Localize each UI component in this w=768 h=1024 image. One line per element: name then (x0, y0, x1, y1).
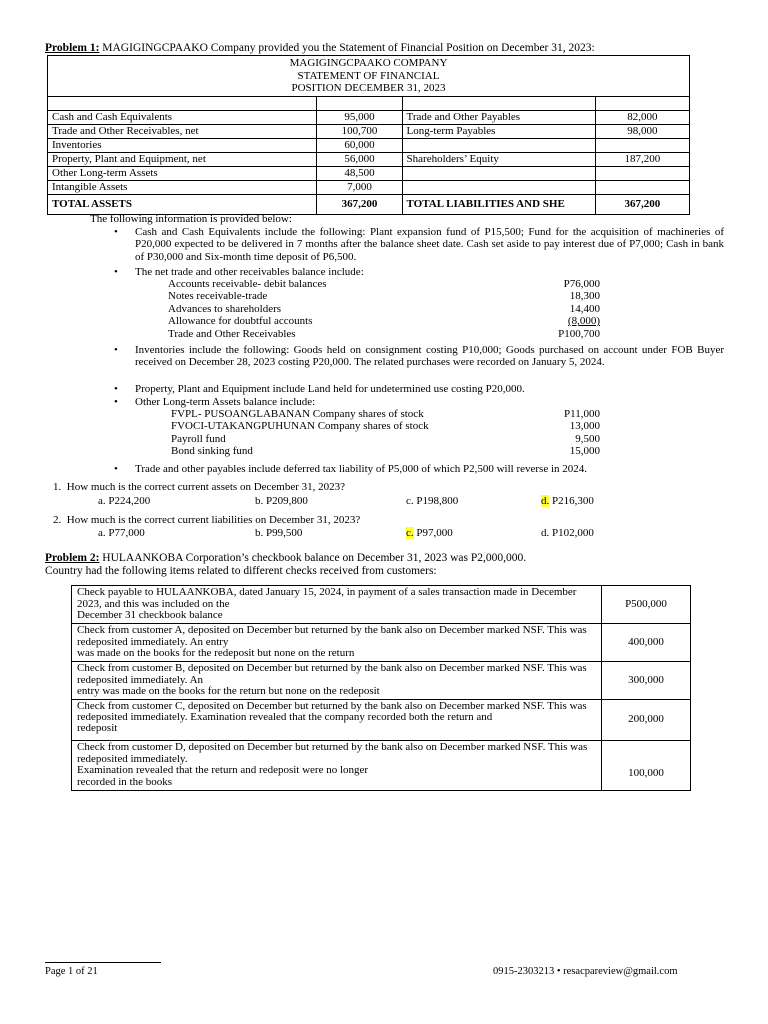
table-row (48, 124, 690, 138)
liability-label (402, 180, 595, 194)
choice-a: a. P224,200 (98, 495, 151, 507)
problem2-intro-2: Country had the following items related to different checks received from customers: (45, 564, 437, 577)
list-item (168, 290, 600, 302)
choice-b: b. P209,800 (255, 495, 308, 507)
asset-amount: 60,000 (317, 138, 402, 152)
liability-amount (595, 180, 689, 194)
bullet-ppe: • Property, Plant and Equipment include Land held for undetermined use costing P20,000. (110, 383, 724, 395)
statement-title-line: POSITION DECEMBER 31, 2023 (291, 82, 446, 95)
list-item (171, 420, 600, 432)
bullet-payables: • Trade and other payables include deferred tax liability of P5,000 of which P2,500 will reverse in 2024. (110, 463, 724, 475)
list-item (168, 303, 600, 315)
statement-title-line: STATEMENT OF FINANCIAL (297, 69, 440, 82)
question-number: 2 (53, 514, 59, 526)
check-amount: P500,000 (602, 586, 691, 624)
liability-amount (595, 138, 689, 152)
problem1-heading (45, 42, 690, 55)
item-amount: 13,000 (569, 420, 600, 433)
description-line: Examination revealed that the return and redeposit were no longer (77, 764, 369, 777)
item-label: Notes receivable-trade (168, 290, 268, 303)
statement-title-line: MAGIGINGCPAAKO COMPANY (289, 57, 448, 69)
check-amount: 200,000 (602, 699, 691, 740)
bullet-list (110, 383, 724, 395)
question-text: How much is the correct current liabilities on December 31, 2023? (66, 514, 361, 526)
choice-value: P97,000 (413, 527, 453, 539)
contact-info: 0915-2303213 • resacpareview@gmail.com (493, 966, 678, 977)
item-label: FVPL- PUSOANGLABANAN Company shares of stock (171, 408, 424, 420)
item-label: Trade and Other Receivables (168, 327, 296, 340)
table-row (48, 180, 690, 194)
choice-b: b. P99,500 (255, 527, 303, 539)
description-line: Check payable to HULAANKOBA, dated January 15, 2024, in payment of a sales transaction made in December 2023, and this was included on the (77, 586, 577, 610)
list-item (168, 328, 600, 340)
asset-label: Trade and Other Receivables, net (48, 124, 317, 138)
total-row (48, 194, 690, 214)
item-label: FVOCI-UTAKANGPUHUNAN Company shares of stock (171, 420, 429, 433)
table-row (72, 740, 691, 790)
check-description (72, 740, 602, 790)
choice-c: c. P198,800 (406, 495, 459, 507)
description-line: redeposit (77, 721, 118, 734)
list-item (171, 433, 600, 445)
item-amount: 14,400 (569, 302, 600, 315)
table-row (48, 138, 690, 152)
list-item (168, 278, 600, 290)
list-item (171, 408, 600, 420)
check-description (72, 623, 602, 661)
bullet-list (110, 266, 724, 278)
asset-label: Cash and Cash Equivalents (48, 110, 317, 124)
item-amount: P76,000 (563, 278, 600, 290)
table-row (48, 166, 690, 180)
asset-label: Intangible Assets (48, 180, 317, 194)
item-label: Advances to shareholders (168, 302, 282, 315)
question-number: 1 (53, 481, 59, 493)
bullet-list (110, 226, 724, 263)
asset-amount: 7,000 (317, 180, 402, 194)
liability-amount: 98,000 (595, 124, 689, 138)
question-separator: . (58, 514, 67, 526)
asset-amount: 56,000 (317, 152, 402, 166)
item-label: Payroll fund (171, 432, 226, 445)
statement-title (48, 56, 690, 97)
question-2 (53, 514, 360, 526)
choice-d: d. P102,000 (541, 527, 594, 539)
liability-label: Trade and Other Payables (402, 110, 595, 124)
total-liabilities-amount: 367,200 (595, 194, 689, 214)
check-description (72, 586, 602, 624)
choice-value: P216,300 (549, 495, 594, 507)
description-line: was made on the books for the redeposit but none on the return (77, 647, 355, 660)
answer-highlight: d. (541, 495, 550, 507)
table-row (72, 586, 691, 624)
item-amount: 18,300 (569, 290, 600, 303)
liability-label: Shareholders’ Equity (402, 152, 595, 166)
description-line: Check from customer A, deposited on December but returned by the bank also on December marked NSF. This was redeposited immediately. An entry (77, 623, 587, 648)
item-label: Accounts receivable- debit balances (168, 278, 327, 290)
problem2-intro: HULAANKOBA Corporation’s checkbook balance on December 31, 2023 was P2,000,000. (102, 552, 527, 564)
check-description (72, 699, 602, 740)
problem1-label: Problem 1: (45, 42, 100, 54)
bullet-receivables: • The net trade and other receivables balance include: (110, 266, 724, 278)
bullet-cash: • Cash and Cash Equivalents include the following: Plant expansion fund of P15,500; Fund for the acquisition of machineries of P20,000 expected to be delivered in 7 months after the balance sheet date. Cash set aside to pay interest due of P7,000; Cash in bank of P30,000 and Six-month time deposit of P6,500. (110, 226, 724, 263)
choice-c (406, 527, 453, 539)
total-assets-amount: 367,200 (317, 194, 402, 214)
bullet-list (110, 463, 724, 475)
check-amount: 100,000 (602, 740, 691, 790)
problem2-heading (45, 552, 690, 578)
list-item (168, 315, 600, 327)
info-lead: The following information is provided below: (90, 213, 292, 225)
total-assets-label: TOTAL ASSETS (48, 194, 317, 214)
question-separator: . (58, 481, 67, 493)
answer-highlight: c. (406, 527, 414, 539)
check-amount: 300,000 (602, 661, 691, 699)
description-line: Check from customer C, deposited on December but returned by the bank also on December marked NSF. This was redeposited immediately. Examination revealed that the company recorded both the return and (77, 699, 587, 723)
table-row (72, 699, 691, 740)
choice-d (541, 495, 594, 507)
receivables-breakdown (168, 278, 600, 340)
question-1 (53, 481, 345, 493)
table-row (48, 152, 690, 166)
asset-amount: 100,700 (317, 124, 402, 138)
liability-label: Long-term Payables (402, 124, 595, 138)
page-number: Page 1 of 21 (45, 966, 98, 977)
financial-position-table (47, 55, 690, 215)
asset-label: Inventories (48, 138, 317, 152)
problem2-label: Problem 2: (45, 552, 100, 564)
bullet-list (110, 344, 724, 369)
list-item (171, 445, 600, 457)
description-line: December 31 checkbook balance (77, 609, 223, 622)
bullet-inventories: • Inventories include the following: Goods held on consignment costing P10,000; Goods purchased on account under FOB Buyer received on December 28, 2023 costing P20,000. The related purchases were recorded on January 5, 2024. (110, 344, 724, 369)
liability-amount (595, 166, 689, 180)
choice-a: a. P77,000 (98, 527, 145, 539)
bullet-other-assets: • Other Long-term Assets balance include: (110, 396, 724, 408)
item-label: Allowance for doubtful accounts (168, 315, 313, 328)
check-amount: 400,000 (602, 623, 691, 661)
description-line: Check from customer B, deposited on December but returned by the bank also on December marked NSF. This was redeposited immediately. An (77, 661, 587, 686)
checks-table (71, 585, 691, 791)
table-row (72, 661, 691, 699)
liability-amount: 187,200 (595, 152, 689, 166)
description-line: entry was made on the books for the return but none on the redeposit (77, 685, 380, 698)
asset-amount: 95,000 (317, 110, 402, 124)
table-row (48, 110, 690, 124)
check-description (72, 661, 602, 699)
item-amount: P100,700 (558, 327, 600, 340)
asset-label: Other Long-term Assets (48, 166, 317, 180)
table-row (72, 623, 691, 661)
item-amount: P11,000 (564, 408, 600, 420)
liability-label (402, 166, 595, 180)
asset-amount: 48,500 (317, 166, 402, 180)
description-line: recorded in the books (77, 775, 172, 788)
item-amount: 9,500 (575, 432, 600, 445)
problem1-intro: MAGIGINGCPAAKO Company provided you the Statement of Financial Position on December 31, 2023: (102, 42, 595, 54)
item-amount: 15,000 (569, 445, 600, 458)
liability-amount: 82,000 (595, 110, 689, 124)
other-assets-breakdown (171, 408, 600, 458)
question-text: How much is the correct current assets on December 31, 2023? (66, 481, 346, 493)
footer-divider (45, 962, 161, 963)
item-amount: (8,000) (567, 315, 600, 328)
liability-label (402, 138, 595, 152)
asset-label: Property, Plant and Equipment, net (48, 152, 317, 166)
bullet-list (110, 396, 724, 408)
item-label: Bond sinking fund (171, 445, 253, 458)
description-line: Check from customer D, deposited on December but returned by the bank also on December marked NSF. This was redeposited immediately. (77, 740, 588, 765)
total-liabilities-label: TOTAL LIABILITIES AND SHE (402, 194, 595, 214)
